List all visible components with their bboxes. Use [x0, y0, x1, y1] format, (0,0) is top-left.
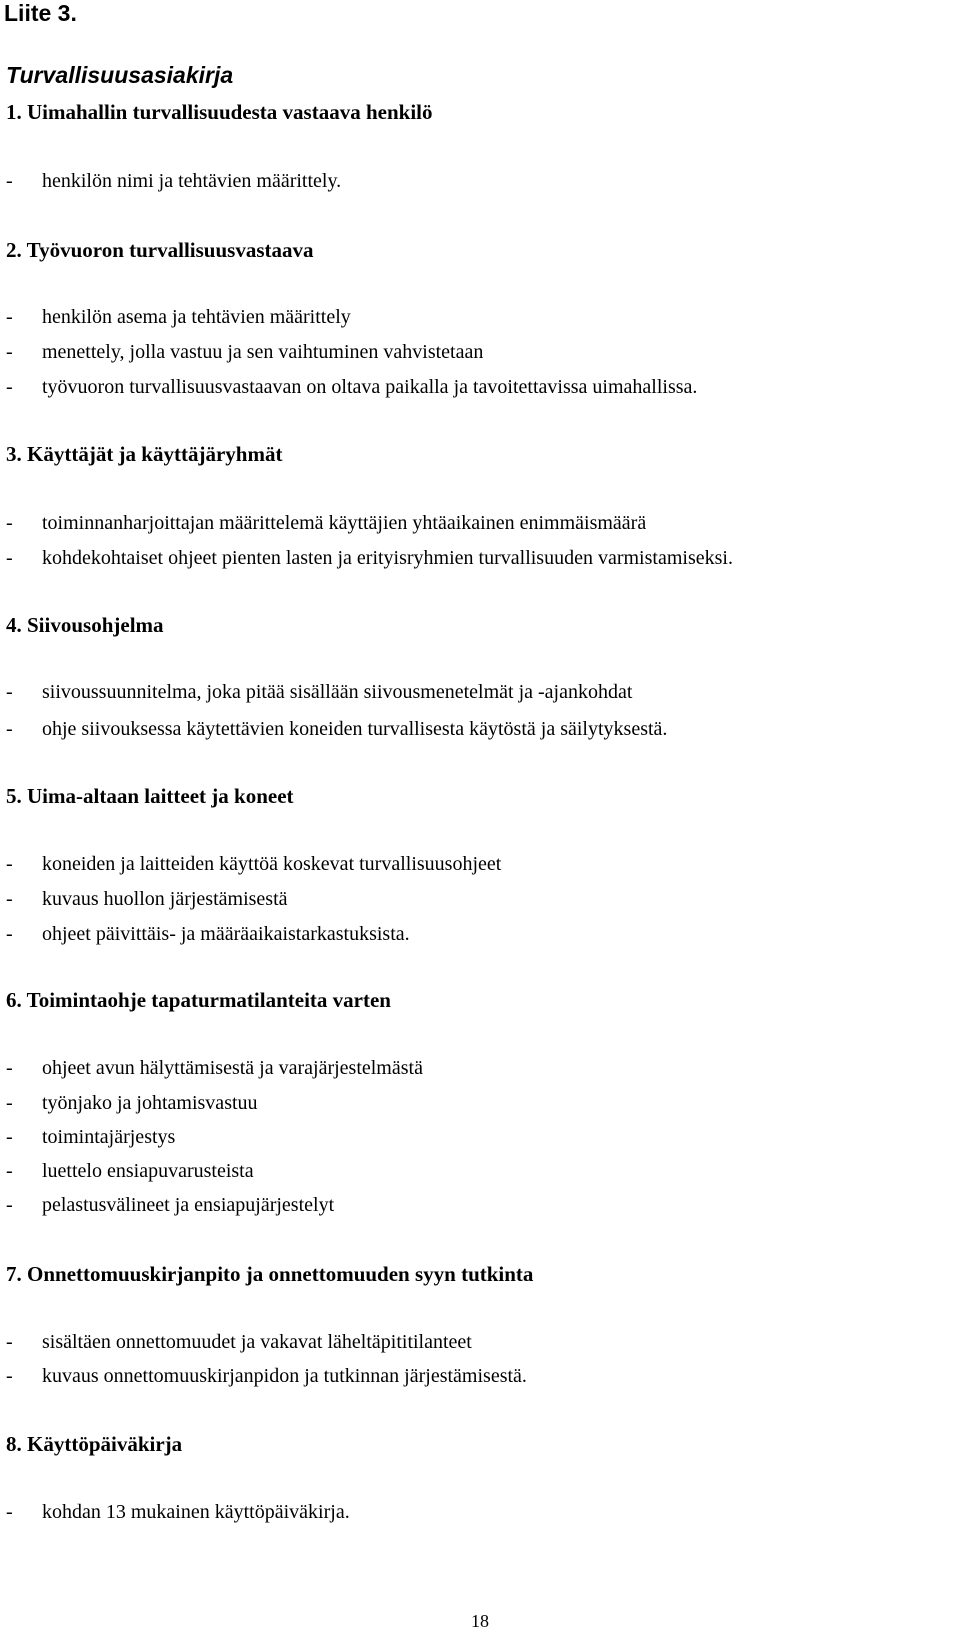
list-item: - koneiden ja laitteiden käyttöä koskevat turvallisuusohjeet — [6, 853, 502, 875]
list-item: - henkilön nimi ja tehtävien määrittely. — [6, 170, 342, 192]
list-item: - luettelo ensiapuvarusteista — [6, 1160, 254, 1182]
section-heading-3: 3. Käyttäjät ja käyttäjäryhmät — [6, 442, 283, 466]
section-heading-6: 6. Toimintaohje tapaturmatilanteita varten — [6, 988, 391, 1012]
list-item: - ohjeet avun hälyttämisestä ja varajärjestelmästä — [6, 1057, 423, 1079]
list-item: - ohje siivouksessa käytettävien koneiden turvallisesta käytöstä ja säilytyksestä. — [6, 718, 668, 740]
list-item: - menettely, jolla vastuu ja sen vaihtuminen vahvistetaan — [6, 341, 484, 363]
document-title: Turvallisuusasiakirja — [6, 62, 234, 88]
section-heading-7: 7. Onnettomuuskirjanpito ja onnettomuuden syyn tutkinta — [6, 1262, 534, 1286]
list-item: - kohdan 13 mukainen käyttöpäiväkirja. — [6, 1501, 350, 1523]
list-item: - sisältäen onnettomuudet ja vakavat läheltäpititilanteet — [6, 1331, 472, 1353]
list-item: - kuvaus onnettomuuskirjanpidon ja tutkinnan järjestämisestä. — [6, 1365, 527, 1387]
list-item: - kohdekohtaiset ohjeet pienten lasten ja erityisryhmien turvallisuuden varmistamiseksi. — [6, 547, 733, 569]
section-heading-5: 5. Uima-altaan laitteet ja koneet — [6, 784, 294, 808]
list-item: - pelastusvälineet ja ensiapujärjestelyt — [6, 1194, 335, 1216]
list-item: - työvuoron turvallisuusvastaavan on oltava paikalla ja tavoitettavissa uimahallissa. — [6, 376, 698, 398]
list-item: - työnjako ja johtamisvastuu — [6, 1092, 258, 1114]
list-item: - henkilön asema ja tehtävien määrittely — [6, 306, 351, 328]
section-heading-1: 1. Uimahallin turvallisuudesta vastaava henkilö — [6, 100, 433, 124]
section-heading-2: 2. Työvuoron turvallisuusvastaava — [6, 238, 314, 262]
list-item: - kuvaus huollon järjestämisestä — [6, 888, 288, 910]
page-number: 18 — [471, 1611, 489, 1631]
list-item: - toimintajärjestys — [6, 1126, 176, 1148]
list-item: - siivoussuunnitelma, joka pitää sisällään siivousmenetelmät ja -ajankohdat — [6, 681, 633, 703]
section-heading-4: 4. Siivousohjelma — [6, 613, 164, 637]
annex-label: Liite 3. — [4, 0, 77, 26]
list-item: - ohjeet päivittäis- ja määräaikaistarkastuksista. — [6, 923, 410, 945]
list-item: - toiminnanharjoittajan määrittelemä käyttäjien yhtäaikainen enimmäismäärä — [6, 512, 647, 534]
section-heading-8: 8. Käyttöpäiväkirja — [6, 1432, 183, 1456]
